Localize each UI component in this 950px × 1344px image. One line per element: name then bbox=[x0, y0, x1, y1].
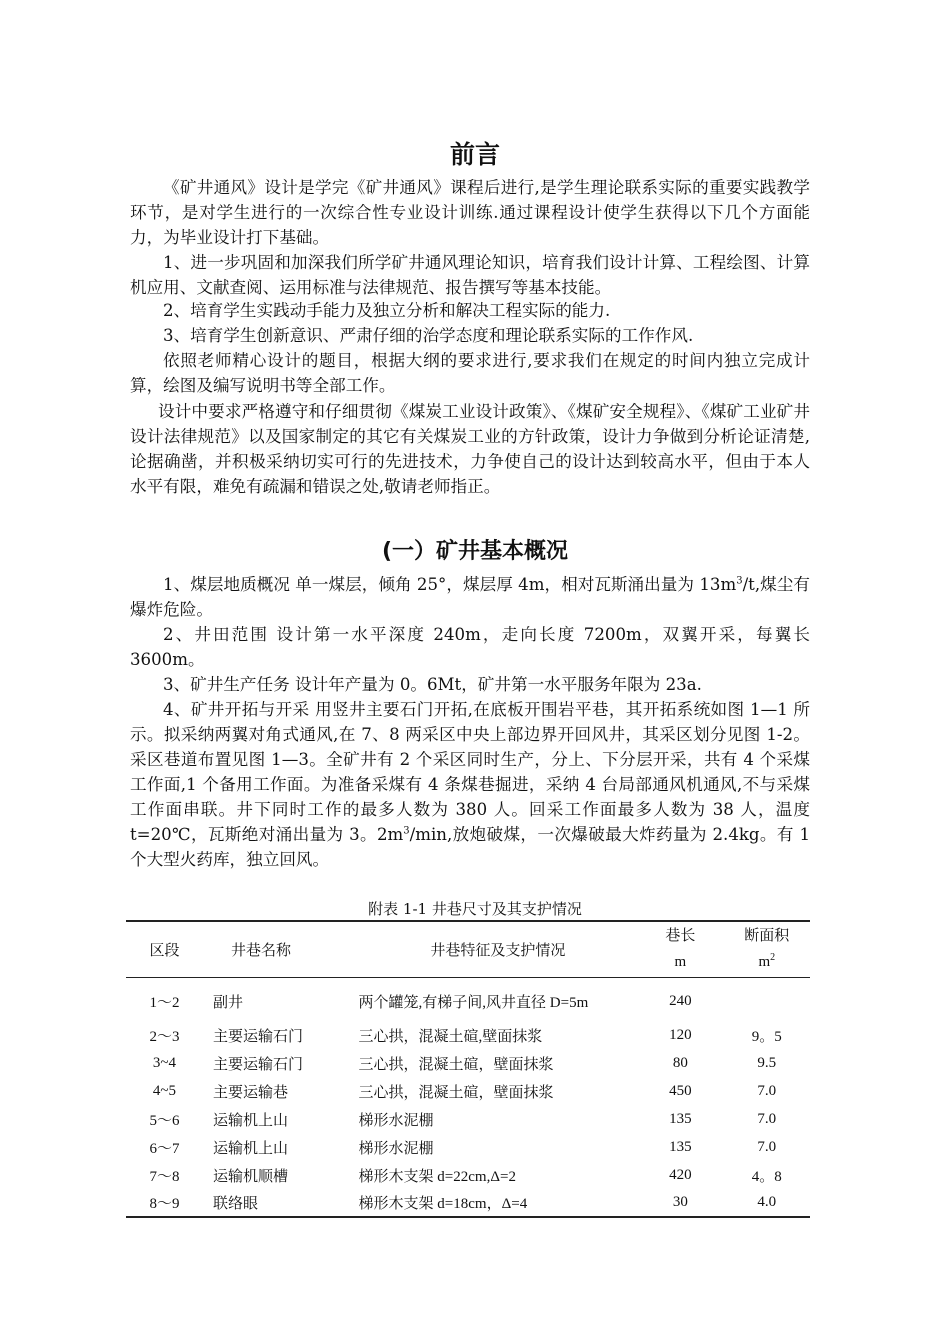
header-length: 巷长 m bbox=[665, 928, 696, 971]
cell-desc: 三心拱，混凝土碹，壁面抹浆 bbox=[358, 1056, 554, 1073]
cell-length: 135 bbox=[669, 1138, 692, 1155]
cell-name: 主要运输石门 bbox=[212, 1028, 303, 1045]
cell-name: 运输机顺槽 bbox=[212, 1168, 288, 1185]
cell-name: 副井 bbox=[212, 994, 243, 1011]
cell-name: 运输机上山 bbox=[212, 1112, 288, 1129]
cell-name: 主要运输石门 bbox=[212, 1056, 303, 1073]
table-caption: 附表 1-1 井巷尺寸及其支护情况 bbox=[368, 900, 582, 918]
cell-desc: 梯形水泥棚 bbox=[358, 1112, 434, 1129]
header-name: 井巷名称 bbox=[230, 942, 291, 959]
table-row bbox=[126, 1049, 810, 1077]
header-area: 断面积 $m^2$ bbox=[744, 928, 790, 971]
cell-length: 240 bbox=[669, 992, 692, 1009]
cell-length: 450 bbox=[669, 1082, 692, 1099]
cell-length: 80 bbox=[672, 1054, 688, 1071]
preface-paragraph-5: 依照老师精心设计的题目，根据大纲的要求进行,要求我们在规定的时间内独立完成计算，绘图及编写说明书等全部工作。 bbox=[130, 351, 810, 395]
cell-section: 8～9 bbox=[149, 1196, 180, 1212]
cell-length: 420 bbox=[669, 1166, 692, 1183]
cell-area: 7.0 bbox=[757, 1138, 777, 1155]
table-row bbox=[126, 1133, 810, 1161]
cell-area bbox=[724, 977, 810, 1021]
header-desc: 井巷特征及支护情况 bbox=[430, 942, 566, 959]
preface-paragraph-3: 2、培育学生实践动手能力及独立分析和解决工程实际的能力. bbox=[163, 301, 611, 320]
table-row bbox=[126, 977, 810, 1021]
table-row bbox=[126, 1077, 810, 1105]
preface-paragraph-4: 3、培育学生创新意识、严肃仔细的治学态度和理论联系实际的工作作风. bbox=[163, 326, 694, 345]
cell-area: 4。8 bbox=[751, 1168, 782, 1185]
cell-section: 2～3 bbox=[149, 1028, 180, 1045]
cell-area: 4.0 bbox=[757, 1194, 777, 1210]
cell-desc: 三心拱，混凝土碹,壁面抹浆 bbox=[358, 1028, 543, 1045]
section-paragraph-3: 3、矿井生产任务 设计年产量为 0。6Mt，矿井第一水平服务年限为 23a. bbox=[163, 675, 702, 694]
preface-paragraph-6: 设计中要求严格遵守和仔细贯彻《煤炭工业设计政策》、《煤矿安全规程》、《煤矿工业矿井设计法律规范》以及国家制定的其它有关煤炭工业的方针政策，设计力争做到分析论证清楚,论据确凿，并积极采纳切实可行的先进技术，力争使自己的设计达到较高水平，但由于本人水平有限，难免有疏漏和错误之处,敬请老师指正。 bbox=[130, 402, 810, 496]
section-paragraph-1: 1、煤层地质概况 单一煤层，倾角 25°，煤层厚 4m，相对瓦斯涌出量为 $13m^3/t$,煤尘有爆炸危险。 bbox=[130, 575, 810, 619]
cell-desc: 梯形木支架 d=22cm,Δ=2 bbox=[358, 1168, 516, 1185]
cell-section: 6～7 bbox=[149, 1140, 180, 1157]
cell-section: 5～6 bbox=[149, 1112, 180, 1129]
cell-desc: 梯形水泥棚 bbox=[358, 1140, 434, 1157]
cell-area: 7.0 bbox=[757, 1110, 777, 1127]
cell-length: 30 bbox=[672, 1194, 688, 1210]
section-title: (一）矿井基本概况 bbox=[381, 539, 569, 564]
cell-area: 7.0 bbox=[757, 1082, 777, 1099]
table-header-row bbox=[126, 921, 810, 977]
preface-paragraph-1: 《矿井通风》设计是学完《矿井通风》课程后进行,是学生理论联系实际的重要实践教学环节，是对学生进行的一次综合性专业设计训练.通过课程设计使学生获得以下几个方面能力，为毕业设计打下基础。 bbox=[130, 178, 810, 247]
cell-name: 联络眼 bbox=[212, 1196, 258, 1212]
section-paragraph-4: 4、矿井开拓与开采 用竖井主要石门开拓,在底板开围岩平巷，其开拓系统如图 1—1 所示。拟采纳两翼对角式通风,在 7、8 两采区中央上部边界开回风井，其采区划分见图 1-2。采区巷道布置见图 1—3。全矿井有 2 个采区同时生产，分上、下分层开采，共有 4 个采煤工作面,1 个备用工作面。为准备采煤有 4 条煤巷掘进，采纳 4 台局部通风机通风,不与采煤工作面串联。井下同时工作的最多人数为 380 人。回采工作面最多人数为 38 人，温度 t=20℃，瓦斯绝对涌出量为 3。$2m^3/\min$,放炮破煤，一次爆破最大炸药量为 2.4kg。有 1 个大型火药库，独立回风。 bbox=[130, 700, 810, 869]
cell-section: 4~5 bbox=[152, 1082, 177, 1099]
roadway-specs-table bbox=[126, 920, 810, 1218]
cell-length: 135 bbox=[669, 1110, 692, 1127]
table-row bbox=[126, 1189, 810, 1217]
table-row bbox=[126, 1161, 810, 1189]
cell-area: 9.5 bbox=[757, 1054, 777, 1071]
cell-desc: 梯形木支架 d=18cm，Δ=4 bbox=[358, 1196, 528, 1212]
table-row bbox=[126, 1021, 810, 1049]
cell-section: 1～2 bbox=[149, 994, 180, 1011]
cell-area: 9。5 bbox=[751, 1028, 782, 1045]
cell-name: 运输机上山 bbox=[212, 1140, 288, 1157]
preface-paragraph-2: 1、进一步巩固和加深我们所学矿井通风理论知识，培育我们设计计算、工程绘图、计算机应用、文献查阅、运用标准与法律规范、报告撰写等基本技能。 bbox=[130, 253, 810, 297]
cell-length: 120 bbox=[669, 1026, 692, 1043]
cell-name: 主要运输巷 bbox=[212, 1084, 288, 1101]
cell-section: 3~4 bbox=[152, 1054, 177, 1071]
preface-title: 前言 bbox=[449, 140, 500, 169]
section-paragraph-2: 2、井田范围 设计第一水平深度 240m，走向长度 7200m，双翼开采，每翼长 3600m。 bbox=[130, 625, 810, 669]
header-section: 区段 bbox=[149, 942, 180, 959]
cell-desc: 两个罐笼,有梯子间,风井直径 D=5m bbox=[358, 994, 589, 1011]
cell-desc: 三心拱，混凝土碹，壁面抹浆 bbox=[358, 1084, 554, 1101]
cell-section: 7～8 bbox=[149, 1168, 180, 1185]
table-row bbox=[126, 1105, 810, 1133]
